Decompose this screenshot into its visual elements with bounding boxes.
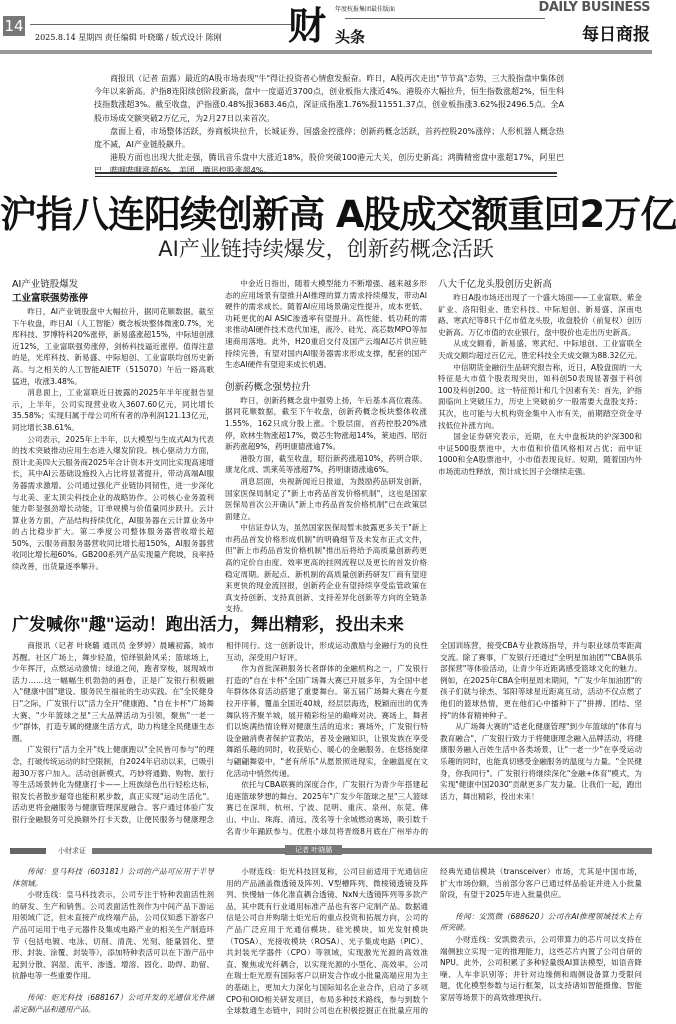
- paragraph: 昨日A股市场还出现了一个盛大场面——工业富联、紫金矿业、洛阳钼业、胜宏科技、中际旭创、新易盛、深南电路、寒武纪等8只千亿市值龙头股，收盘股价（前复权）创历史新高。万亿市值的农业银行，盘中股价也走出历史新高。: [438, 293, 642, 337]
- header-bar: [0, 50, 652, 54]
- section-heading: 工业富联强势涨停: [12, 293, 89, 304]
- paragraph: 港股方面也出现大批走强，腾讯音乐盘中大涨近18%，股价突破100港元大关，创历史新高；鸿腾精密盘中涨超17%，阿里巴巴、哔哩哔哩涨超6%，美团、腾讯控股涨超4%。: [94, 153, 564, 176]
- paragraph: 作为首批深耕服务长者群体的金融机构之一，广发银行打造的"自在卡杯"全国广场舞大赛已开展多年，为全国中老年群体体育活动搭建了重要舞台。第五届广场舞大赛在今夏拉开序幕，覆盖全国近40城，经层层海选，脱颖而出的优秀舞队将齐聚羊城，展开精彩纷呈的巅峰对决。赛场上，舞者们以饱满热情诠释对健康生活的追求；赛场外，广发银行特设金融消费者保护宣教站，普及金融知识，让银发族在享受舞蹈乐趣的同时，收获贴心、暖心的金融服务。在悠扬旋律与翩翩舞姿中，"老有所乐"从愿景照进现实，金融温度在文化活动中悄然传递。: [226, 664, 428, 778]
- divider: [345, 18, 545, 19]
- paragraph: 中信证券认为，虽然国家医保局暂未披露更多关于"新上市药品首发价格形成机制"的明确细节及未发布正式文件，但"新上市药品首发价格机制"推出后将给予高质量创新药更高的定价自由度、效率更高的挂网流程以及更长的首发价格稳定周期。新起点、新机制的高质量创新药研发厂商有望迎来更快的现金流回报，创新药企业有望持续享受监管政策在真支持创新、支持真创新、支持差异化创新等方向的全链条支持。: [225, 523, 427, 614]
- article-body: [12, 640, 642, 840]
- paper-name-cn: 每日商报: [582, 25, 650, 45]
- article-headline: 广发喊你"趣"运动！跑出活力，舞出精彩，投出未来: [12, 615, 404, 635]
- section-heading: 八大千亿龙头股创历史新高: [438, 279, 553, 290]
- paragraph: 昨日，AI产业链股盘中大幅拉升，据同花顺数据，截至下午收盘，昨日AI（人工智能）概念板块整体微涨0.7%，光库科技、罗博特科20%涨停，新易盛涨超15%，中际旭创涨近12%，工业富联强势涨停，剑桥科技逼近涨停。值得注意的是，光库科技、新易盛、中际旭创、工业富联均创历史新高。与之相关的人工智能AIETF（515070）午后一路高歌猛进，收涨3.48%。: [12, 307, 214, 386]
- page-header: [0, 0, 652, 58]
- divider: [30, 24, 292, 25]
- reporter-byline: 记者 叶晓璐: [285, 845, 342, 855]
- paragraph: 盘面上看，市场整体活跃，券商板块拉升，长城证券、国盛金控涨停；创新药概念活跃，首药控股20%涨停；人形机器人概念热度不减，AI产业链股飙升。: [94, 126, 564, 150]
- award-line: 年度杭报集团最佳版面: [335, 6, 396, 13]
- answer: 小财连线：安凯微表示，公司带算力的芯片可以支持在端侧独立实现一定的推理能力，这些芯片内置了公司自研的NPU。此外，公司积累了多种轻量级AI算法模型，如语音降噪、人车非识别等；并针对边缘侧和端侧设备算力受限问题，优化模型参数与运行框架，以支持诸如智能摄像、智能家居等场景下的高效推理执行。: [440, 934, 642, 1002]
- rumor-question: 传闻：炬光科技（688167）公司开发的光通信光件涵盖定制产品和通用产品。: [12, 992, 214, 1014]
- section-heading: AI产业链股爆发: [12, 279, 79, 290]
- paragraph: 昨日，创新药概念盘中强势上扬，午后基本高位震荡。据同花顺数据，截至下午收盘，创新药概念板块整体收涨1.55%，162只成分股上涨。个股层面，首药控股20%涨停，欧林生物涨超17%，微芯生物涨超14%，莱迪西、昭衍新药涨超9%，药明康德涨逾7%。: [225, 395, 427, 452]
- date-line: 2025.8.14 星期四 责任编辑 叶晓璐 / 版式设计 陈刚: [35, 33, 222, 42]
- rumor-question: 传闻：安凯微（688620）公司在AI推理领域技术上有所突破。: [440, 911, 642, 933]
- paragraph: 中金近日指出，随着大模型能力不断增强、越来越多形态的应用场景有望推升AI推理的算力需求持续爆发，带动AI硬件的需求成长。随着AI应用场景确定性提升，成本更低、功耗更优的AI ASIC渗透率有望提升。高性能、低功耗的需求推动AI硬件技术迭代加速，液冷、硅光、高芯数MPO等加速商用落地。此外，H20重启交付及国产云端AI芯片供应链持续完善，有望对国内AI服务器需求形成支撑，配套的国产生态AI硬件有望迎来成长机遇。: [225, 279, 427, 370]
- paragraph: 商报讯（记者 苗露）最近的A股市场表现"牛"得让投资者心情愈发振奋。昨日，A股再次走出"节节高"态势，三大股指盘中集体创今年以来新高。沪指8连阳续创阶段新高，盘中一度逼近3700点，创业板指大涨近4%。港股亦大幅拉升，恒生指数涨超2%，恒生科技指数涨超3%。截至收盘，沪指涨0.48%报3683.46点，深证成指涨1.76%报11551.37点，创业板指涨3.62%报2496.5点。全A股市场成交额突破2万亿元，为2月27日以来首次。: [94, 74, 564, 123]
- qa-body: [12, 866, 642, 1021]
- double-rule: [95, 172, 557, 177]
- paper-name-en: DAILY BUSINESS: [538, 0, 650, 15]
- column-title: 小财求证: [52, 846, 92, 856]
- paragraph: 从成交额看，新易盛、寒武纪、中际旭创、工业富联全天成交额均超过百亿元，胜宏科技全天成交额为88.32亿元。: [438, 339, 642, 360]
- paragraph: 中信期货金融衍生品研究报告称，近日，A股盘面的一大特征是大市值个股表现突出，如科创50表现显著强于科创100及科创200。这一特征预计和几个因素有关：首先，沪指面临向上突破压力，历史上突破前夕一般需要大盘股支持；其次，也可能与大机构资金集中入市有关，前期踏空资金寻找低位补涨方向。: [438, 362, 642, 430]
- answer: 小财连线：炬光科技回复称，公司目前适用于光通信应用的产品涵盖微透镜及阵列、V型槽阵列、微棱镜透镜及阵列、快慢轴一体化准直耦合透镜、NxN大透镜阵列等多款产品，其中既有行业通用标准产品也有客户定制产品。数据通信是公司自并购瑞士炬光后的重点投资和拓展方向，公司的产品广泛应用于光通信模块、硅光模块，如光发射模块（TOSA）、光接收模块（ROSA）、光子集成电路（PIC）、共封装光学器件（CPO）等领域，实现激光光源的高效准直、聚焦或光纤耦合，以实现光源的小型化、高效率。公司在瑞士炬光原有国际客户以研发合作或小批量高端应用为主的基础上，更加大力深化与国际知名企业合作，启动了多项CPO和OIO相关研发项目，布局多种技术路线，参与到数个全球数通生态链中，同时公司也在积极挖掘正在批量应用的经典光通信模块（transceiver）市场，尤其是中国市场，扩大市场份额，当前部分客户已通过样品验证并进入小批量阶段，有望于2025年进入批量供应。: [226, 867, 642, 1016]
- column-banner: [0, 846, 652, 856]
- lead-summary: [94, 72, 564, 178]
- paragraph: 消息面上，工业富联近日披露的2025年半年度报告显示，上半年，公司实现营业收入3607.60亿元，同比增长35.58%；实现归属于母公司所有者的净利润121.13亿元，同比增长38.61%。: [12, 388, 214, 432]
- paragraph: 商报讯（记者 叶晓璐 通讯员 金梦婷）晨曦初露，城市苏醒。社区广场上，舞步轻盈，惊绎银龄风采；篮球场上，少年挥汗，点燃运动激情；绿道之间，跑者穿梭，展现城市活力……这一幅幅生机勃勃的画卷，正是广发银行积极融入"健康中国"建设、服务民生福祉的生动实践。在"全民健身日"之际，广发银行以"活力全开"健康跑、"自在卡杯"广场舞大赛、"少年篮球之星"三大品牌活动为引领，聚焦"一老一少"群体，打造专属的健康生活方式，助力构建全民健康生态圈。: [12, 641, 214, 743]
- rumor-question: 传闻：皇马科技（603181）公司的产品可应用于半导体领域。: [12, 867, 214, 888]
- paragraph: 从广场舞大赛的"适老化健康管理"到少年篮球的"体育与教育融合"，广发银行致力于将健康理念融入品牌活动，将健康服务融入百姓生活中各类场景，让"一老一少"在享受运动乐趣的同时，也能真切感受金融服务的温度与力量。"全民健身，你我同行"。广发银行将继续深化"金融+体育"模式，为实现"健康中国2030"贡献更多广发力量。让我们一起，跑出活力，舞出精彩，投出未来！: [440, 722, 642, 801]
- article-column-3: [438, 278, 642, 596]
- answer: 小财连线：皇马科技表示，公司专注于特种表面活性剂的研发、生产和销售。公司表面活性剂作为中间产品下游运用领域广泛，但未直接产成终端产品，公司仅知悉下游客户产品可运用于电子元器件及集成电路产业的相关生产制造环节（包括电镀、电泳、切削、清洗、光刻、能量固化、塑形、封装、涂覆、封装等），添加特种表活可以在下游产品中起到分散、润湿、流平、渗透、增溶、固化、助焊、助留、抗静电等一些重要作用。: [12, 890, 214, 981]
- paragraph: 依托与CBA联赛的深度合作，广发银行为青少年搭建起追逐篮球梦想的舞台。2025年"广发少年篮球之星"三人篮球赛已在深圳、杭州、宁波、昆明、重庆、泉州、东莞、佛山、中山、珠海、清远、茂名等十余城燃动赛场，吸引数千名青少年踊跃参与。优胜小球员将晋级8月底在广州举办的全国训练营，接受CBA专业教练指导，并与职业球员零距离交流。除了赛事，广发银行还通过"全明星加油团""CBA俱乐部探营"等体验活动，让青少年近距离感受篮球文化的魅力。例如，在2025年CBA全明星周末期间，"广发少年加油团"的孩子们就与徐杰、邹阳等球星近距离互动，活动不仅点燃了他们的篮球热情，更在他们心中播种下了"拼搏、团结、坚持"的体育精神种子。: [226, 641, 642, 836]
- paragraph: 公司表示，2025年上半年，以大模型与生成式AI为代表的技术突破推动应用生态进入爆发阶段。核心驱动力方面，预计北美四大云服务商2025年合计资本开支同比实现高速增长，其中AI云基础设施投入占比将显著提升，带动高端AI服务器需求激增。公司通过强化产业链协同韧性，进一步深化与北美、亚太顶尖科技企业的战略协作。公司核心业务盈利能力彰显强劲增长动能，订单规模与价值量同步跃升。云计算业务方面，产品结构持续优化，AI服务器在云计算业务中的占比稳步扩大。第二季度公司整体服务器营收增长超50%，云服务商服务器营收同比增长超150%，AI服务器营收同比增长超60%。GB200系列产品实现量产爬坡，良率持续改善，出货量逐季攀升。: [12, 434, 214, 572]
- sub-headline: AI产业链持续爆发，创新药概念活跃: [158, 237, 494, 261]
- section-logo-char: 财: [288, 3, 327, 48]
- page-number: 14: [4, 17, 24, 35]
- article-column-2: [225, 278, 427, 614]
- paragraph: 港股方面，截至收盘，昭衍新药涨超10%，药明合联、康龙化成、凯莱英等涨超7%，药明康德涨逾6%。: [225, 453, 427, 475]
- section-title: 头条: [335, 28, 366, 46]
- main-headline: 沪指八连阳续创新高 A股成交额重回2万亿: [0, 193, 676, 236]
- section-heading: 创新药概念强势拉升: [225, 381, 311, 393]
- paragraph: 广发银行"活力全开"线上健康跑以"全民皆可参与"的理念，打破传统运动的时空限制，自2024年启动以来，已吸引超30万客户加入。活动创新模式，巧妙将通勤、购物、旅行等生活场景转化为健康打卡——上班族绿色出行轻松达标，银发长者散步遛弯也能积累步数，真正实现"运动生活化"。活动更将金融服务与健康管理深度融合。客户通过体验广发银行金融服务可兑换额外打卡天数，让便民服务与健康理念相伴同行。这一创新设计，形成运动激励与金融行为的良性互动，深受用户好评。: [12, 641, 428, 824]
- paragraph: 消息层面，央视新闻近日报道，为鼓励药品研发创新，国家医保局制定了"新上市药品首发价格机制"，这也是国家医保局首次公开确认"新上市药品首发价格机制"已在政策层面建立。: [225, 476, 427, 521]
- article-column-1: [12, 278, 214, 598]
- paragraph: 国金证券研究表示，近期，在大中盘板块的沪深300和中证500股票池中，大市值和价值风格相对占优；而中证1000和全A股票池中，小市值表现良好。短期，随着国内外市场流动性释放，预计成长因子会继续走强。: [438, 432, 642, 476]
